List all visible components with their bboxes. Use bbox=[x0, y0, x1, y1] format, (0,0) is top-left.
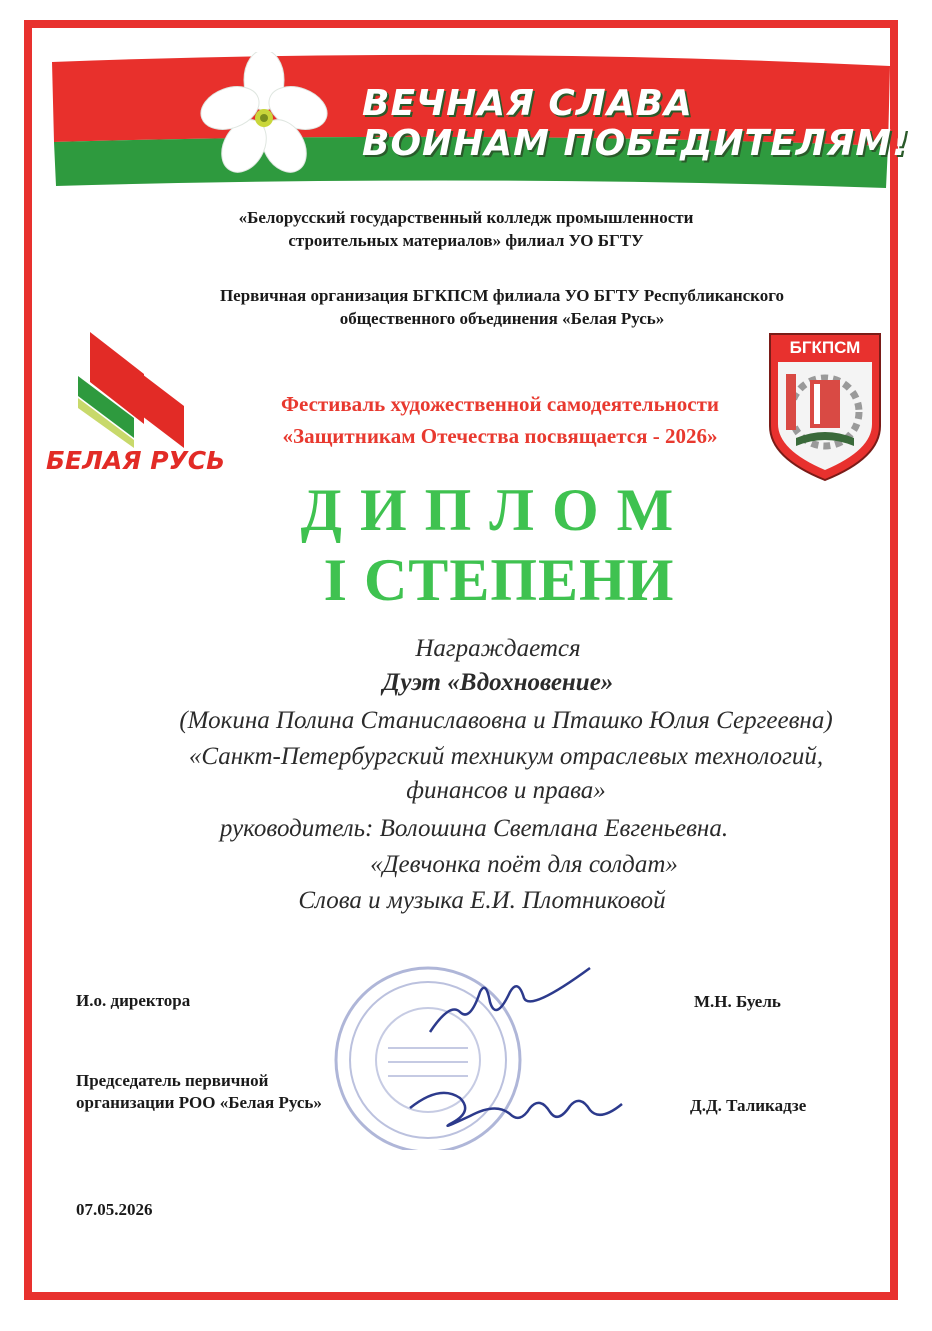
director-signature bbox=[420, 962, 600, 1042]
diploma-degree: I СТЕПЕНИ bbox=[323, 547, 675, 613]
director-title: И.о. директора bbox=[76, 991, 191, 1010]
emblem-label: БГКПСМ bbox=[789, 338, 861, 357]
banner-title: ВЕЧНАЯ СЛАВА ВОИНАМ ПОБЕДИТЕЛЯМ! bbox=[362, 83, 910, 164]
awarded-label: Награждается bbox=[415, 635, 581, 662]
school-name: «Санкт-Петербургский техникум отраслевых технологий, финансов и права» bbox=[188, 743, 824, 804]
belaya-rus-logo-text: БЕЛАЯ РУСЬ bbox=[46, 446, 226, 475]
organization-name: Первичная организация БГКПСМ филиала УО БГТУ Республиканского общественного объединения «Белая Русь» bbox=[219, 286, 785, 328]
chair-signature bbox=[400, 1078, 630, 1138]
song-title: «Девчонка поёт для солдат» bbox=[370, 851, 678, 878]
college-name: «Белорусский государственный колледж промышленности строительных материалов» филиал УО БГТУ bbox=[238, 208, 694, 250]
leader-name: руководитель: Волошина Светлана Евгеньевна. bbox=[219, 815, 729, 842]
chair-title: Председатель первичной организации РОО «Белая Русь» bbox=[76, 1071, 322, 1112]
group-members: (Мокина Полина Станиславовна и Пташко Юлия Сергеевна) bbox=[179, 707, 833, 734]
issue-date: 07.05.2026 bbox=[76, 1200, 153, 1219]
diploma-title: ДИПЛОМ bbox=[300, 477, 692, 543]
group-name: Дуэт «Вдохновение» bbox=[382, 669, 614, 696]
chair-name: Д.Д. Таликадзе bbox=[690, 1096, 807, 1115]
song-authors: Слова и музыка Е.И. Плотниковой bbox=[298, 887, 666, 914]
director-name: М.Н. Буель bbox=[694, 992, 781, 1011]
festival-title: Фестиваль художественной самодеятельности «Защитникам Отечества посвящается - 2026» bbox=[280, 392, 720, 448]
